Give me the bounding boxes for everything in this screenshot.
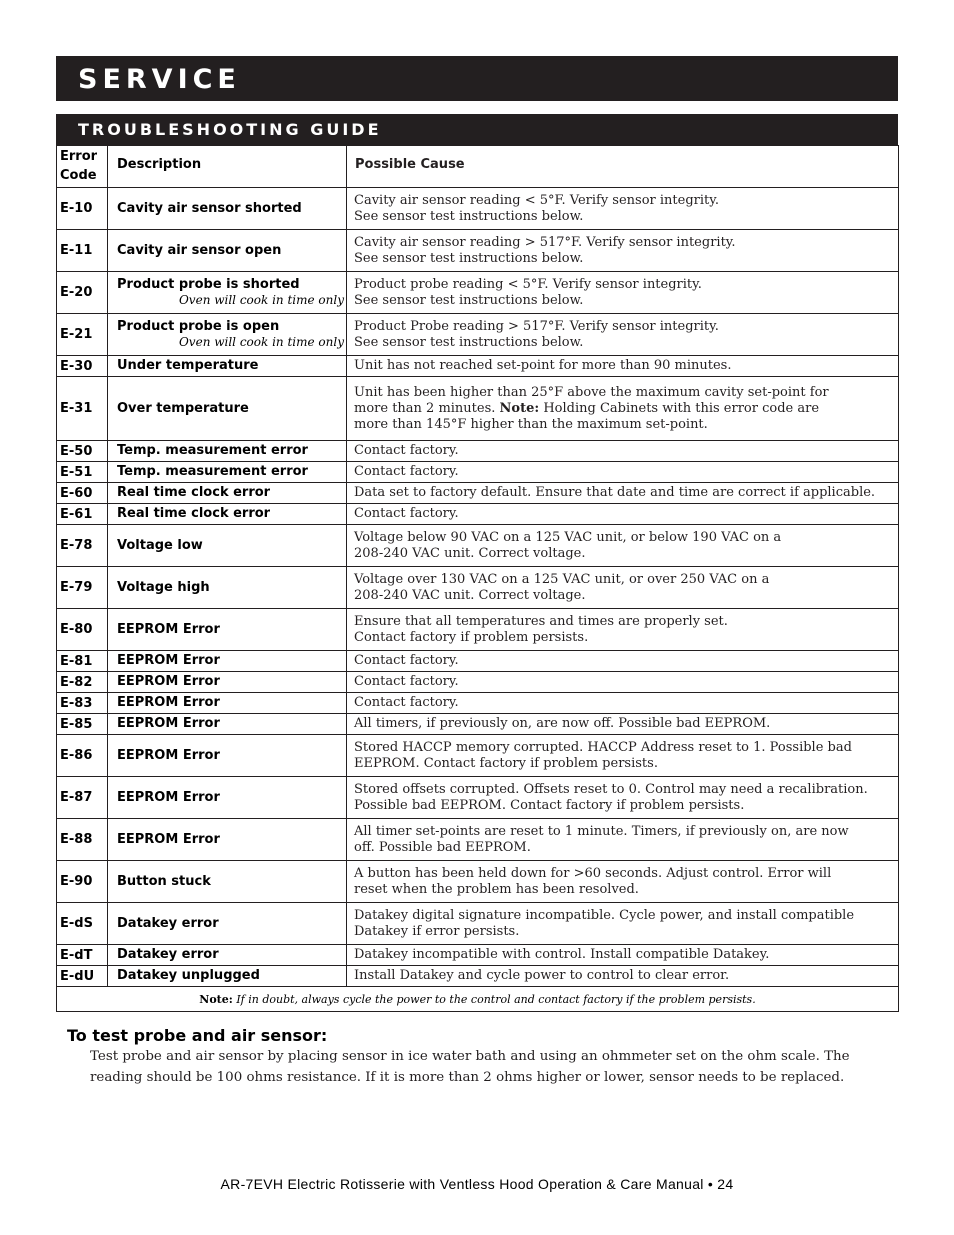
- possible-cause: [347, 230, 899, 272]
- cause-line: See sensor test instructions below.: [354, 334, 584, 350]
- error-code: E-86: [57, 735, 108, 777]
- error-description: [108, 504, 347, 525]
- possible-cause: [347, 441, 899, 462]
- error-description: [108, 462, 347, 483]
- error-code: E-61: [57, 504, 108, 525]
- table-row: [57, 714, 899, 735]
- error-code: E-dT: [57, 945, 108, 966]
- cause-line: Contact factory.: [354, 443, 459, 458]
- description-text: EEPROM Error: [117, 621, 220, 637]
- cause-line: Contact factory.: [354, 674, 459, 689]
- error-description: [108, 735, 347, 777]
- error-description: [108, 693, 347, 714]
- cause-line: Unit has not reached set-point for more than 90 minutes.: [354, 358, 732, 373]
- error-code: E-83: [57, 693, 108, 714]
- test-body-line1: Test probe and air sensor by placing sensor in ice water bath and using an ohmmeter set on the ohm scale. The: [90, 1049, 850, 1064]
- section-title: SERVICE: [56, 56, 898, 101]
- error-description: [108, 903, 347, 945]
- cause-line: Stored offsets corrupted. Offsets reset to 0. Control may need a recalibration.: [354, 781, 868, 797]
- cause-line: Contact factory.: [354, 506, 459, 521]
- error-description: [108, 356, 347, 377]
- possible-cause: [347, 609, 899, 651]
- error-code: E-10: [57, 188, 108, 230]
- error-code: E-80: [57, 609, 108, 651]
- error-code: E-85: [57, 714, 108, 735]
- table-row: [57, 777, 899, 819]
- error-description: [108, 861, 347, 903]
- cause-line: more than 145°F higher than the maximum set-point.: [354, 416, 708, 432]
- description-text: EEPROM Error: [117, 695, 220, 710]
- description-text: EEPROM Error: [117, 747, 220, 763]
- description-text: Button stuck: [117, 873, 211, 889]
- possible-cause: [347, 483, 899, 504]
- possible-cause: [347, 504, 899, 525]
- table-row: [57, 903, 899, 945]
- error-description: [108, 272, 347, 314]
- cause-line: off. Possible bad EEPROM.: [354, 839, 531, 855]
- possible-cause: [347, 693, 899, 714]
- table-row: [57, 377, 899, 441]
- header-code-line2: Code: [60, 167, 97, 183]
- error-code: E-79: [57, 567, 108, 609]
- error-code: E-60: [57, 483, 108, 504]
- possible-cause: [347, 777, 899, 819]
- description-text: Voltage low: [117, 537, 203, 553]
- possible-cause: [347, 377, 899, 441]
- description-text: EEPROM Error: [117, 653, 220, 668]
- table-row: [57, 861, 899, 903]
- cause-line: Contact factory.: [354, 695, 459, 710]
- cause-line: Install Datakey and cycle power to control to clear error.: [354, 968, 730, 983]
- table-row: [57, 966, 899, 987]
- description-text: Cavity air sensor shorted: [117, 200, 302, 216]
- description-text: Real time clock error: [117, 485, 271, 500]
- error-description: [108, 525, 347, 567]
- error-description: [108, 945, 347, 966]
- table-row: [57, 356, 899, 377]
- cause-note-label: Note:: [499, 400, 540, 416]
- error-code: E-51: [57, 462, 108, 483]
- cause-line: Stored HACCP memory corrupted. HACCP Address reset to 1. Possible bad: [354, 739, 852, 755]
- description-note: Oven will cook in time only: [178, 293, 344, 307]
- cause-line: See sensor test instructions below.: [354, 292, 584, 308]
- table-row: [57, 314, 899, 356]
- table-row: [57, 945, 899, 966]
- description-text: EEPROM Error: [117, 789, 220, 805]
- error-code: E-87: [57, 777, 108, 819]
- header-possible-cause: Possible Cause: [347, 146, 899, 188]
- error-description: [108, 966, 347, 987]
- cause-line: A button has been held down for >60 seconds. Adjust control. Error will: [354, 865, 832, 881]
- table-row: [57, 651, 899, 672]
- header-code-line1: Error: [60, 148, 98, 164]
- cause-line: All timer set-points are reset to 1 minute. Timers, if previously on, are now: [354, 823, 849, 839]
- description-text: EEPROM Error: [117, 831, 220, 847]
- possible-cause: [347, 819, 899, 861]
- table-row: [57, 819, 899, 861]
- cause-line: Product probe reading < 5°F. Verify sensor integrity.: [354, 276, 702, 292]
- cause-line: Contact factory.: [354, 464, 459, 479]
- possible-cause: [347, 356, 899, 377]
- page-footer: AR-7EVH Electric Rotisserie with Ventless Hood Operation & Care Manual • 24: [220, 1176, 734, 1192]
- description-text: Product probe is open: [117, 319, 280, 334]
- test-section-body: [90, 1046, 890, 1088]
- cause-line: Voltage over 130 VAC on a 125 VAC unit, or over 250 VAC on a: [354, 571, 770, 587]
- table-row: [57, 567, 899, 609]
- description-note: Oven will cook in time only: [178, 335, 344, 349]
- table-row: [57, 483, 899, 504]
- possible-cause: [347, 188, 899, 230]
- table-row: [57, 609, 899, 651]
- error-code: E-90: [57, 861, 108, 903]
- possible-cause: [347, 714, 899, 735]
- cause-line: See sensor test instructions below.: [354, 250, 584, 266]
- possible-cause: [347, 462, 899, 483]
- cause-line: Cavity air sensor reading > 517°F. Verify sensor integrity.: [354, 234, 736, 250]
- footnote-text: If in doubt, always cycle the power to the control and contact factory if the problem persists.: [232, 992, 756, 1006]
- possible-cause: [347, 861, 899, 903]
- description-text: Datakey unplugged: [117, 968, 260, 983]
- cause-line: Datakey incompatible with control. Install compatible Datakey.: [354, 947, 770, 962]
- error-code: E-81: [57, 651, 108, 672]
- possible-cause: [347, 672, 899, 693]
- description-text: Over temperature: [117, 400, 249, 416]
- test-body-line2: reading should be 100 ohms resistance. If it is more than 2 ohms higher or lower, sensor needs to be replaced.: [90, 1070, 845, 1085]
- error-code: E-82: [57, 672, 108, 693]
- error-description: [108, 651, 347, 672]
- cause-line: EEPROM. Contact factory if problem persists.: [354, 755, 658, 771]
- cause-line: Cavity air sensor reading < 5°F. Verify sensor integrity.: [354, 192, 720, 208]
- header-description: Description: [108, 146, 347, 188]
- error-code: E-20: [57, 272, 108, 314]
- error-description: [108, 819, 347, 861]
- cause-line: Possible bad EEPROM. Contact factory if problem persists.: [354, 797, 745, 813]
- possible-cause: [347, 945, 899, 966]
- error-description: [108, 777, 347, 819]
- table-header-row: [57, 146, 899, 188]
- description-text: Cavity air sensor open: [117, 242, 282, 258]
- error-description: [108, 377, 347, 441]
- table-body: [57, 146, 899, 1012]
- cause-line: Ensure that all temperatures and times are properly set.: [354, 613, 728, 629]
- possible-cause: [347, 314, 899, 356]
- description-text: EEPROM Error: [117, 716, 220, 731]
- possible-cause: [347, 966, 899, 987]
- possible-cause: [347, 525, 899, 567]
- cause-line: See sensor test instructions below.: [354, 208, 584, 224]
- error-description: [108, 230, 347, 272]
- error-code: E-88: [57, 819, 108, 861]
- table-footnote-row: [57, 987, 899, 1012]
- table-row: [57, 735, 899, 777]
- table-row: [57, 272, 899, 314]
- possible-cause: [347, 735, 899, 777]
- possible-cause: [347, 651, 899, 672]
- error-code: E-dS: [57, 903, 108, 945]
- error-code: E-30: [57, 356, 108, 377]
- error-description: [108, 609, 347, 651]
- error-description: [108, 714, 347, 735]
- description-text: Under temperature: [117, 358, 259, 373]
- error-description: [108, 188, 347, 230]
- table-footnote: [57, 987, 899, 1012]
- description-text: Voltage high: [117, 579, 210, 595]
- cause-line: Unit has been higher than 25°F above the maximum cavity set-point for: [354, 384, 829, 400]
- cause-line: Data set to factory default. Ensure that date and time are correct if applicable.: [354, 485, 876, 500]
- description-text: Datakey error: [117, 915, 219, 931]
- guide-title: TROUBLESHOOTING GUIDE: [56, 114, 898, 145]
- table-row: [57, 504, 899, 525]
- table-row: [57, 462, 899, 483]
- table-row: [57, 672, 899, 693]
- error-description: [108, 567, 347, 609]
- cause-line: Holding Cabinets with this error code are: [543, 400, 820, 416]
- description-text: Datakey error: [117, 947, 219, 962]
- description-text: Real time clock error: [117, 506, 271, 521]
- error-description: [108, 483, 347, 504]
- table-row: [57, 441, 899, 462]
- cause-line: 208-240 VAC unit. Correct voltage.: [354, 545, 586, 561]
- error-code: E-dU: [57, 966, 108, 987]
- cause-line: 208-240 VAC unit. Correct voltage.: [354, 587, 586, 603]
- description-text: Temp. measurement error: [117, 443, 308, 458]
- possible-cause: [347, 903, 899, 945]
- cause-line: Datakey if error persists.: [354, 923, 520, 939]
- table-row: [57, 188, 899, 230]
- cause-line: Datakey digital signature incompatible. Cycle power, and install compatible: [354, 907, 855, 923]
- description-text: Product probe is shorted: [117, 277, 300, 292]
- test-section-heading: To test probe and air sensor:: [67, 1026, 328, 1045]
- cause-line: more than 2 minutes.: [354, 400, 500, 416]
- error-code: E-31: [57, 377, 108, 441]
- table-row: [57, 693, 899, 714]
- possible-cause: [347, 567, 899, 609]
- error-description: [108, 672, 347, 693]
- cause-line: Voltage below 90 VAC on a 125 VAC unit, or below 190 VAC on a: [354, 529, 782, 545]
- error-description: [108, 314, 347, 356]
- footnote-label: Note:: [199, 992, 233, 1006]
- table-row: [57, 525, 899, 567]
- error-code: E-78: [57, 525, 108, 567]
- table-row: [57, 230, 899, 272]
- error-code: E-11: [57, 230, 108, 272]
- cause-line: reset when the problem has been resolved.: [354, 881, 639, 897]
- cause-line: Contact factory if problem persists.: [354, 629, 589, 645]
- cause-line: All timers, if previously on, are now off. Possible bad EEPROM.: [354, 716, 771, 731]
- description-text: EEPROM Error: [117, 674, 220, 689]
- error-description: [108, 441, 347, 462]
- description-text: Temp. measurement error: [117, 464, 308, 479]
- cause-line: Contact factory.: [354, 653, 459, 668]
- error-code: E-21: [57, 314, 108, 356]
- possible-cause: [347, 272, 899, 314]
- cause-line: Product Probe reading > 517°F. Verify sensor integrity.: [354, 318, 719, 334]
- error-code: E-50: [57, 441, 108, 462]
- header-error-code: [57, 146, 108, 188]
- troubleshooting-table: [56, 145, 899, 1012]
